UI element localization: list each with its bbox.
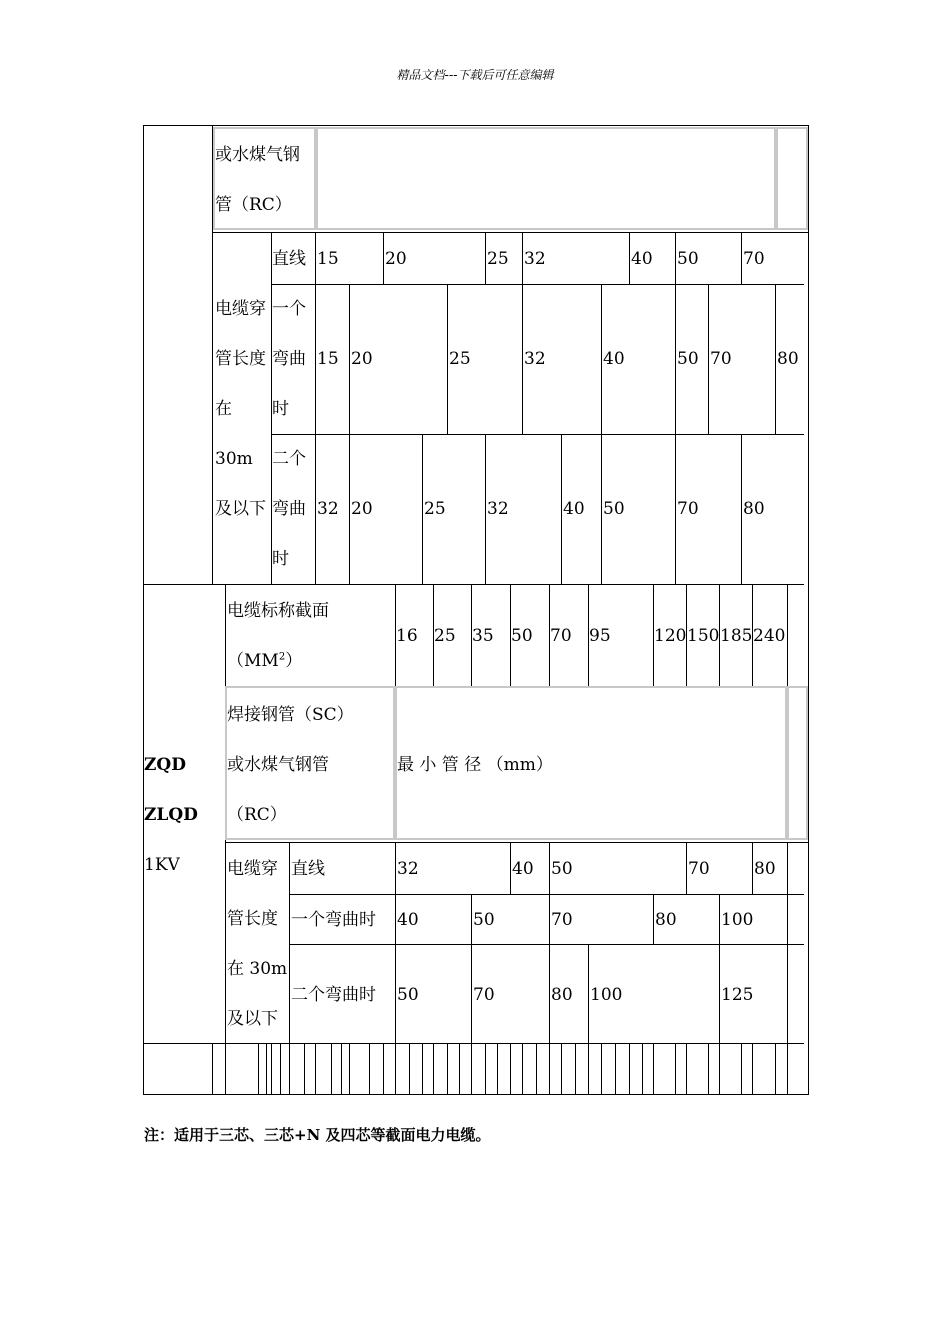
value-cell: 25 (424, 499, 446, 519)
straight-label: 直线 (272, 249, 306, 269)
value-cell: 80 (743, 499, 765, 519)
value-cell: 32 (317, 499, 339, 519)
length-label: 管长度 (227, 909, 278, 929)
section-value: 50 (511, 626, 533, 646)
grid-line (522, 1043, 523, 1094)
grid-line (271, 1043, 272, 1094)
value-cell: 70 (677, 499, 699, 519)
section-value: 25 (434, 626, 456, 646)
grid-line (395, 1043, 396, 1094)
value-cell: 15 (317, 349, 339, 369)
grid-line (741, 232, 742, 284)
grid-line (471, 944, 472, 1043)
section-value: 35 (472, 626, 494, 646)
grid-line (536, 1043, 537, 1094)
section-value: 16 (396, 626, 418, 646)
straight-label: 直线 (291, 859, 325, 879)
two-bend-label: 时 (272, 549, 289, 569)
grid-line (549, 1043, 550, 1094)
grid-line (485, 232, 486, 284)
grid-line (143, 584, 804, 585)
section-value: 150 (687, 626, 720, 646)
value-cell: 50 (551, 859, 573, 879)
grid-line (588, 944, 589, 1043)
value-cell: 25 (449, 349, 471, 369)
value-cell: 32 (397, 859, 419, 879)
grid-line (497, 1043, 498, 1094)
section-label: 电缆标称截面 (227, 601, 329, 621)
value-cell: 32 (487, 499, 509, 519)
grid-line (471, 1043, 472, 1094)
value-cell: 70 (551, 910, 573, 930)
grid-box (776, 127, 808, 230)
grid-box (787, 686, 808, 840)
length-label: 30m (215, 449, 253, 469)
pipe-label: 或水煤气钢管 (227, 755, 329, 775)
grid-line (349, 284, 350, 434)
grid-line (485, 434, 486, 584)
grid-box (316, 127, 776, 230)
grid-line (383, 232, 384, 284)
table-border-top (143, 125, 809, 126)
value-cell: 50 (473, 910, 495, 930)
section-value: 120 (654, 626, 687, 646)
value-cell: 70 (743, 249, 765, 269)
grid-line (395, 842, 396, 1043)
grid-line (422, 1043, 423, 1094)
pipe-label-line1: 或水煤气钢 (215, 145, 300, 165)
grid-line (212, 232, 808, 233)
grid-line (471, 894, 472, 944)
grid-line (383, 1043, 384, 1094)
grid-line (433, 1043, 434, 1094)
value-cell: 80 (551, 985, 573, 1005)
grid-line (653, 1043, 654, 1094)
grid-line (304, 1043, 305, 1094)
value-cell: 80 (754, 859, 776, 879)
grid-line (675, 434, 676, 584)
grid-line (447, 1043, 448, 1094)
grid-line (686, 842, 687, 894)
grid-line (787, 842, 788, 1043)
grid-line (349, 434, 350, 584)
section-value: 240 (753, 626, 786, 646)
grid-line (741, 434, 742, 584)
grid-line (588, 1043, 589, 1094)
value-cell: 20 (351, 499, 373, 519)
value-cell: 40 (603, 349, 625, 369)
table-border-right (808, 125, 809, 1095)
grid-line (686, 1043, 687, 1094)
one-bend-label: 时 (272, 399, 289, 419)
grid-line (615, 1043, 616, 1094)
grid-line (409, 1043, 410, 1094)
grid-line (601, 434, 602, 584)
table-border-bottom (143, 1094, 809, 1095)
one-bend-label: 弯曲 (272, 349, 306, 369)
cable-type-label: ZQD (144, 755, 186, 775)
grid-line (266, 1043, 267, 1094)
grid-line (561, 1043, 562, 1094)
grid-line (629, 232, 630, 284)
value-cell: 125 (721, 985, 754, 1005)
one-bend-label: 一个 (272, 299, 306, 319)
value-cell: 80 (655, 910, 677, 930)
value-cell: 100 (721, 910, 754, 930)
grid-line (289, 1043, 290, 1094)
section-value: 70 (550, 626, 572, 646)
grid-line (675, 1043, 676, 1094)
two-bend-label: 二个 (272, 449, 306, 469)
grid-line (485, 1043, 486, 1094)
grid-line (741, 1043, 742, 1094)
table-border-left (143, 125, 144, 1095)
length-label: 在 (215, 399, 232, 419)
value-cell: 100 (590, 985, 623, 1005)
grid-line (601, 284, 602, 434)
two-bend-label: 二个弯曲时 (291, 985, 376, 1005)
grid-line (629, 1043, 630, 1094)
section-value: 95 (589, 626, 611, 646)
value-cell: 32 (524, 249, 546, 269)
value-cell: 15 (317, 249, 339, 269)
grid-line (575, 1043, 576, 1094)
pipe-label: 焊接钢管（SC） (227, 705, 354, 725)
pipe-label: （RC） (227, 805, 287, 825)
cable-type-label: 1KV (144, 855, 180, 875)
one-bend-label: 一个弯曲时 (291, 910, 376, 930)
grid-line (225, 842, 808, 843)
grid-line (708, 1043, 709, 1094)
grid-line (271, 434, 804, 435)
grid-line (719, 894, 720, 944)
value-cell: 25 (487, 249, 509, 269)
section-label: $(MM^2)$ (227, 651, 303, 671)
cable-type-label: ZLQD (144, 805, 198, 825)
length-label: 管长度 (215, 349, 266, 369)
grid-line (653, 894, 654, 944)
pipe-label-line2: 管（RC） (215, 195, 292, 215)
grid-line (369, 1043, 370, 1094)
grid-line (549, 894, 550, 944)
grid-line (341, 1043, 342, 1094)
grid-line (787, 584, 788, 688)
grid-line (719, 944, 720, 1043)
value-cell: 50 (397, 985, 419, 1005)
section-value: 185 (720, 626, 753, 646)
two-bend-label: 弯曲 (272, 499, 306, 519)
grid-line (561, 434, 562, 584)
value-cell: 40 (631, 249, 653, 269)
grid-line (349, 1043, 350, 1094)
grid-line (708, 284, 709, 434)
value-cell: 32 (524, 349, 546, 369)
grid-line (549, 842, 550, 894)
grid-line (289, 842, 290, 1043)
grid-line (212, 1043, 213, 1094)
grid-line (315, 1043, 316, 1094)
value-cell: 70 (473, 985, 495, 1005)
grid-line (675, 284, 676, 434)
value-cell: 40 (397, 910, 419, 930)
grid-line (510, 1043, 511, 1094)
grid-line (775, 284, 776, 434)
min-diameter-label: 最 小 管 径 （mm） (397, 755, 553, 775)
value-cell: 50 (603, 499, 625, 519)
value-cell: 80 (777, 349, 799, 369)
grid-line (271, 284, 804, 285)
grid-line (549, 944, 550, 1043)
length-label: 及以下 (215, 499, 266, 519)
value-cell: 40 (512, 859, 534, 879)
grid-line (642, 1043, 643, 1094)
grid-line (752, 1043, 753, 1094)
grid-line (775, 1043, 776, 1094)
page-header: 精品文档---下载后可任意编辑 (396, 68, 554, 82)
grid-line (675, 232, 676, 284)
length-label: 电缆穿 (215, 299, 266, 319)
grid-line (752, 842, 753, 894)
length-label: 及以下 (227, 1009, 278, 1029)
value-cell: 20 (351, 349, 373, 369)
grid-line (258, 1043, 259, 1094)
value-cell: 50 (677, 249, 699, 269)
length-label: 在 30m (227, 959, 288, 979)
grid-line (522, 232, 523, 284)
grid-line (459, 1043, 460, 1094)
grid-line (719, 1043, 720, 1094)
value-cell: 70 (710, 349, 732, 369)
length-label: 电缆穿 (227, 859, 278, 879)
value-cell: 20 (385, 249, 407, 269)
grid-line (315, 232, 316, 584)
grid-line (447, 284, 448, 434)
grid-line (331, 1043, 332, 1094)
value-cell: 50 (677, 349, 699, 369)
footnote: 注：适用于三芯、三芯+N 及四芯等截面电力电缆。 (144, 1126, 491, 1144)
value-cell: 70 (688, 859, 710, 879)
grid-line (280, 1043, 281, 1094)
grid-line (522, 284, 523, 434)
grid-line (601, 1043, 602, 1094)
grid-line (422, 434, 423, 584)
grid-line (787, 1043, 788, 1094)
grid-line (510, 842, 511, 894)
value-cell: 40 (563, 499, 585, 519)
